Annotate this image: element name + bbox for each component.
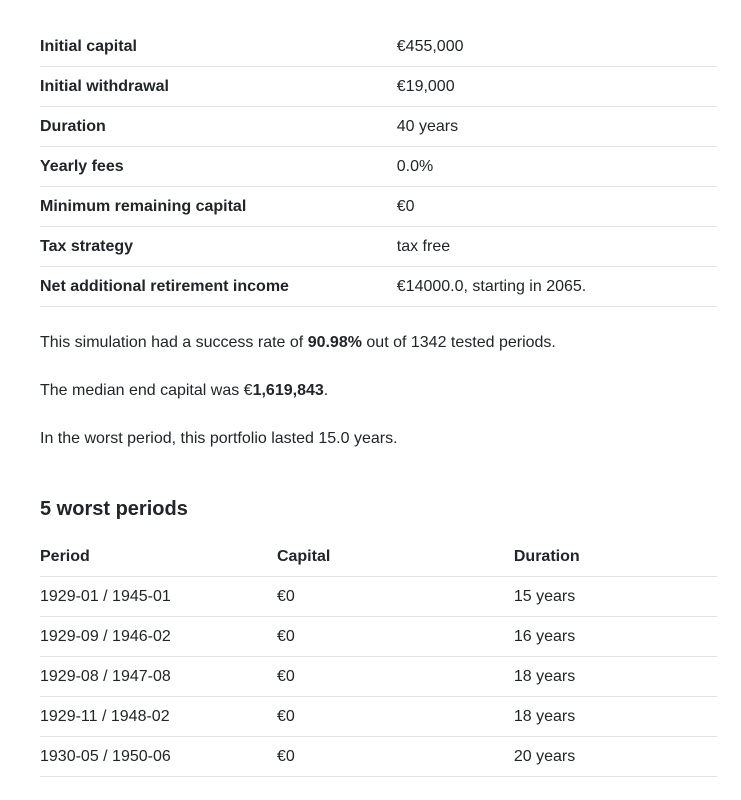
setting-label: Tax strategy [40, 227, 397, 267]
settings-table [40, 27, 717, 307]
setting-value: €14000.0, starting in 2065. [397, 267, 717, 307]
capital-cell: €0 [277, 657, 514, 697]
setting-value: tax free [397, 227, 717, 267]
settings-row [40, 267, 717, 307]
setting-label: Yearly fees [40, 147, 397, 187]
setting-value: 40 years [397, 107, 717, 147]
settings-row [40, 187, 717, 227]
worst-period-row [40, 617, 717, 657]
period-cell: 1929-11 / 1948-02 [40, 697, 277, 737]
period-cell: 1930-05 / 1950-06 [40, 737, 277, 777]
column-header-duration: Duration [514, 537, 717, 577]
settings-row [40, 27, 717, 67]
setting-label: Duration [40, 107, 397, 147]
capital-cell: €0 [277, 617, 514, 657]
setting-value: 0.0% [397, 147, 717, 187]
worst-periods-section [40, 497, 717, 777]
period-cell: 1929-08 / 1947-08 [40, 657, 277, 697]
duration-cell: 16 years [514, 617, 717, 657]
setting-label: Initial withdrawal [40, 67, 397, 107]
results-summary [40, 331, 717, 451]
worst-period-row [40, 697, 717, 737]
settings-row [40, 107, 717, 147]
setting-label: Net additional retirement income [40, 267, 397, 307]
duration-cell: 15 years [514, 577, 717, 617]
median-capital-pre: The median end capital was € [40, 382, 253, 399]
setting-value: €19,000 [397, 67, 717, 107]
capital-cell: €0 [277, 577, 514, 617]
period-cell: 1929-09 / 1946-02 [40, 617, 277, 657]
setting-value: €455,000 [397, 27, 717, 67]
column-header-period: Period [40, 537, 277, 577]
column-header-capital: Capital [277, 537, 514, 577]
worst-periods-table [40, 537, 717, 777]
success-rate-post: out of 1342 tested periods. [361, 334, 556, 351]
duration-cell: 18 years [514, 657, 717, 697]
worst-period-row [40, 657, 717, 697]
worst-period-text: In the worst period, this portfolio lasted 15.0 years. [40, 430, 398, 447]
settings-row [40, 147, 717, 187]
worst-period-row [40, 577, 717, 617]
success-rate-value: 90.98% [307, 334, 362, 351]
success-rate-text [40, 331, 717, 355]
success-rate-pre: This simulation had a success rate of [40, 334, 308, 351]
median-capital-post: . [323, 382, 329, 399]
settings-row [40, 67, 717, 107]
median-capital-text [40, 379, 717, 403]
worst-period-row [40, 737, 717, 777]
period-cell: 1929-01 / 1945-01 [40, 577, 277, 617]
median-capital-value: 1,619,843 [252, 382, 324, 399]
settings-row [40, 227, 717, 267]
duration-cell: 20 years [514, 737, 717, 777]
setting-label: Minimum remaining capital [40, 187, 397, 227]
setting-value: €0 [397, 187, 717, 227]
capital-cell: €0 [277, 737, 514, 777]
capital-cell: €0 [277, 697, 514, 737]
worst-periods-title: 5 worst periods [40, 498, 188, 520]
worst-periods-header-row [40, 537, 717, 577]
setting-label: Initial capital [40, 27, 397, 67]
duration-cell: 18 years [514, 697, 717, 737]
